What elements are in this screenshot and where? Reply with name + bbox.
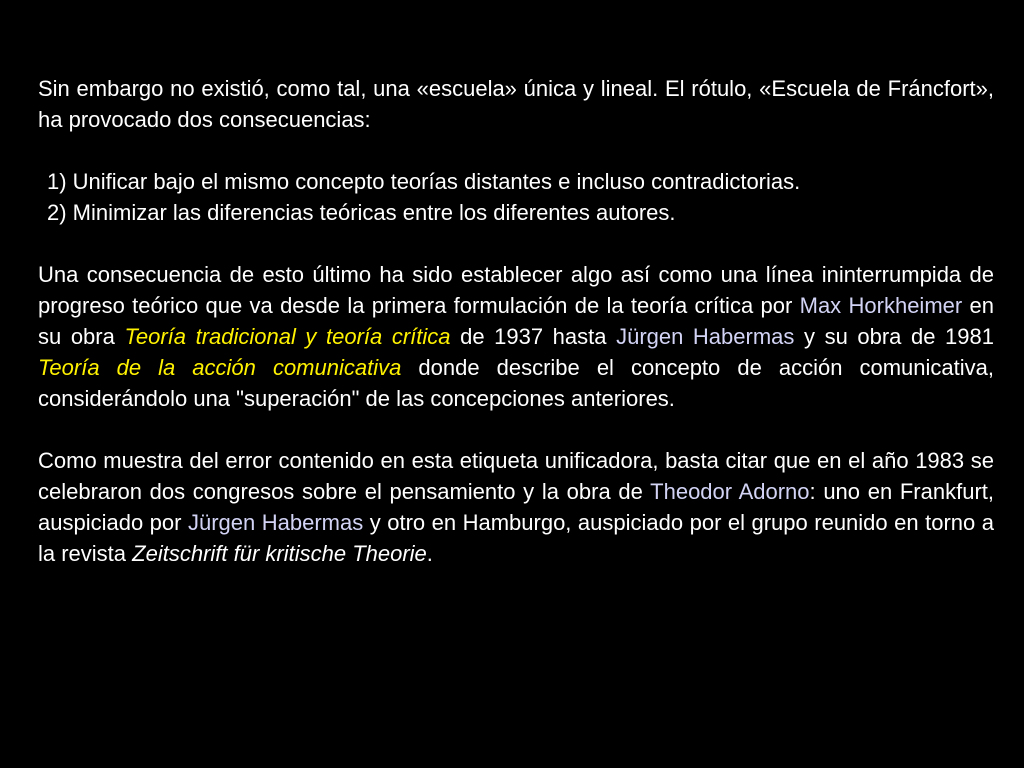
consequence-item-2: 2) Minimizar las diferencias teóricas entre los diferentes autores.	[47, 200, 676, 225]
link-max-horkheimer[interactable]: Max Horkheimer	[799, 293, 963, 318]
text-segment: Como muestra del error contenido en esta etiqueta unificadora, basta citar que en el año 1983 se celebraron dos congresos sobre el pensamiento y la obra de	[38, 448, 994, 504]
work-title-accion-comunicativa: Teoría de la acción comunicativa	[38, 355, 402, 380]
text-segment: donde describe el concepto de acción comunicativa, considerándolo una "superación" de las concepciones anteriores.	[38, 355, 994, 411]
consequence-item-1: 1) Unificar bajo el mismo concepto teorías distantes e incluso contradictorias.	[47, 169, 801, 194]
spacer	[38, 228, 994, 259]
text-segment: y su obra de 1981	[794, 324, 994, 349]
text-segment: .	[426, 541, 433, 566]
text-segment: en su obra	[38, 293, 994, 349]
spacer	[38, 135, 994, 166]
text-segment: Una consecuencia de esto último ha sido establecer algo así como una línea ininterrumpida de progreso teórico que va desde la primera formulación de la teoría crítica por	[38, 262, 994, 318]
link-theodor-adorno[interactable]: Theodor Adorno	[650, 479, 810, 504]
slide-body	[38, 73, 994, 569]
link-jurgen-habermas[interactable]: Jürgen Habermas	[187, 510, 364, 535]
text-segment: de 1937 hasta	[450, 324, 617, 349]
journal-title: Zeitschrift für kritische Theorie	[132, 541, 427, 566]
congress-paragraph	[38, 445, 994, 569]
spacer	[38, 414, 994, 445]
work-title-teoria-tradicional: Teoría tradicional y teoría crítica	[124, 324, 451, 349]
progress-paragraph	[38, 259, 994, 414]
text-segment: y otro en Hamburgo, auspiciado por el grupo reunido en torno a la revista	[38, 510, 994, 566]
link-jurgen-habermas[interactable]: Jürgen Habermas	[616, 324, 795, 349]
intro-paragraph: Sin embargo no existió, como tal, una «escuela» única y lineal. El rótulo, «Escuela de Fráncfort», ha provocado dos consecuencias:	[38, 76, 994, 132]
text-segment: : uno en Frankfurt, auspiciado por	[38, 479, 994, 535]
